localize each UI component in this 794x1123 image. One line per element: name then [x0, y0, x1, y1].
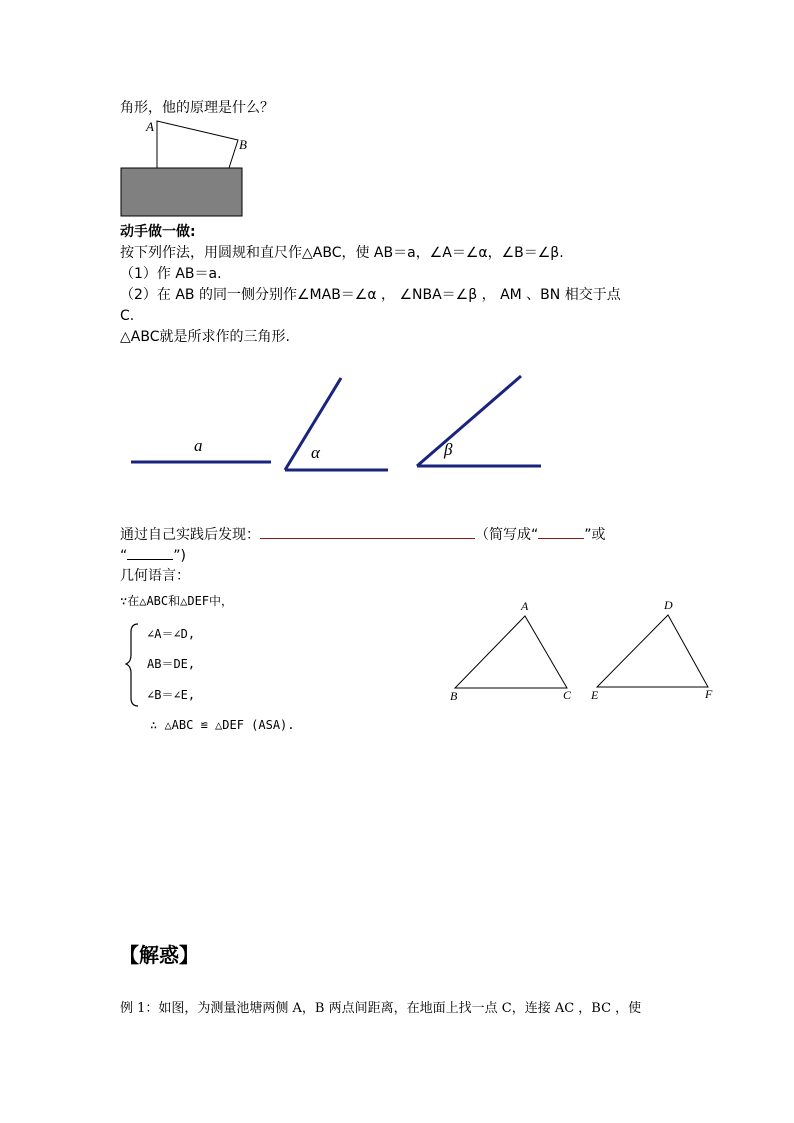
activity-heading: 动手做一做:: [120, 224, 196, 240]
triangle-abc: [455, 616, 567, 688]
discovery-line2-close: ”): [173, 548, 186, 564]
beta-label: β: [444, 440, 453, 459]
vertex-c-label: C: [563, 688, 572, 702]
segment-a-label: a: [194, 436, 203, 455]
alpha-label: α: [311, 443, 320, 462]
discovery-prefix: 通过自己实践后发现：: [120, 527, 260, 543]
jiehuo-heading: 【解惑】: [119, 943, 199, 967]
step-2-line-1: （2）在 AB 的同一侧分别作∠MAB＝∠α ， ∠NBA＝∠β ， AM 、BN 相交于点: [120, 287, 621, 303]
table-label-a: A: [146, 119, 154, 134]
condition-1: ∠A＝∠D,: [147, 627, 196, 641]
condition-3: ∠B＝∠E,: [147, 688, 196, 702]
intro-line: 角形，他的原理是什么？: [120, 100, 274, 116]
condition-2: AB＝DE,: [147, 657, 196, 671]
vertex-a-label: A: [521, 599, 529, 613]
triangle-def: [597, 615, 708, 687]
geometry-heading: 几何语言：: [120, 568, 190, 584]
table-label-b: B: [239, 137, 247, 152]
geometry-conclusion: ∴ △ABC ≌ △DEF (ASA).: [150, 718, 295, 732]
example-1-text: 例 1：如图，为测量池塘两侧 A，B 两点间距离，在地面上找一点 C，连接 AC ，BC ，使: [120, 1001, 642, 1016]
vertex-b-label: B: [450, 689, 458, 703]
geometry-given: ∵在△ABC和△DEF中，: [120, 594, 234, 608]
discovery-line2-open: “: [120, 548, 128, 564]
activity-result: △ABC就是所求作的三角形.: [120, 329, 290, 345]
discovery-abbr-text: （简写成“: [475, 527, 539, 543]
vertex-d-label: D: [664, 598, 673, 612]
step-2-line-2: C.: [120, 308, 135, 324]
step-1: （1）作 AB＝a.: [120, 266, 222, 282]
vertex-f-label: F: [705, 687, 713, 701]
vertex-e-label: E: [591, 688, 599, 702]
activity-instruction: 按下列作法，用圆规和直尺作△ABC，使 AB＝a，∠A＝∠α，∠B＝∠β.: [120, 245, 564, 261]
discovery-abbr-close: ”或: [584, 527, 606, 543]
